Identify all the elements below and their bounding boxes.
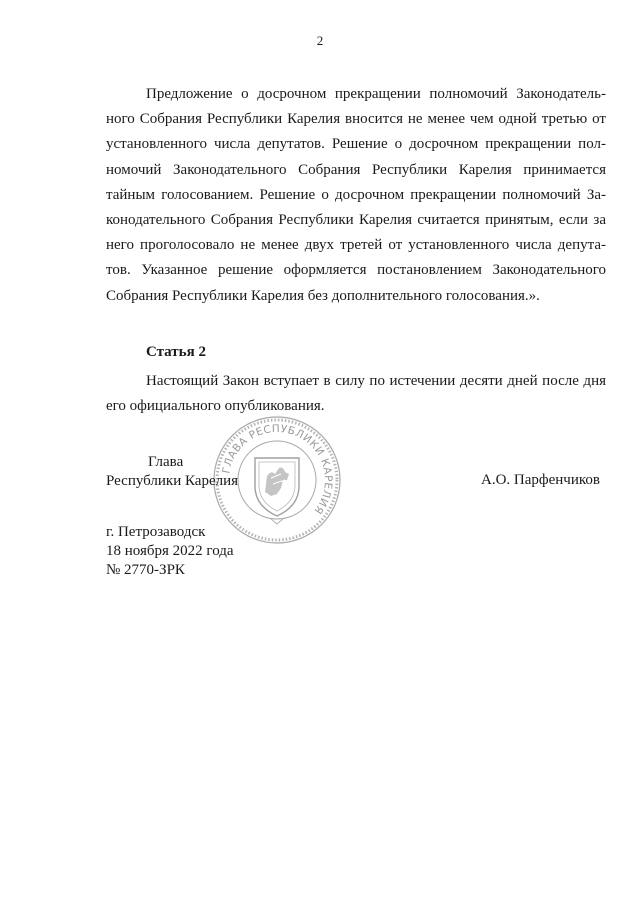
text-line: ного Собрания Республики Карелия вносится не менее чем одной третью от (106, 111, 606, 128)
text-line: него проголосовало не менее двух третей от установленного числа депута- (106, 237, 606, 254)
law-number: № 2770-ЗРК (106, 562, 185, 578)
text-line: его официального опубликования. (106, 398, 325, 415)
text-line: тов. Указанное решение оформляется постановлением Законодательного (106, 262, 606, 279)
page-number: 2 (316, 33, 324, 48)
signatory-title (106, 453, 238, 491)
signatory-name: А.О. Парфенчиков (481, 472, 600, 488)
text-line: Собрания Республики Карелия без дополнительного голосования.». (106, 287, 540, 304)
article-1-text (106, 82, 606, 309)
seal-ring-text: ГЛАВА РЕСПУБЛИКИ КАРЕЛИЯ (220, 422, 335, 517)
document-footer (106, 523, 234, 580)
article-2-heading: Статья 2 (146, 344, 206, 360)
signatory-title-line: Республики Карелия (106, 473, 239, 489)
text-line: конодательного Собрания Республики Карелия считается принятым, если за (106, 211, 606, 228)
text-line: номочий Законодательного Собрания Республики Карелия принимается (106, 161, 606, 178)
text-line: установленного числа депутатов. Решение о досрочном прекращении пол- (106, 136, 606, 153)
text-line: Предложение о досрочном прекращении полномочий Законодатель- (146, 86, 606, 102)
signatory-title-line: Глава (148, 454, 184, 470)
text-line: тайным голосованием. Решение о досрочном прекращении полномочий За- (106, 186, 606, 203)
date: 18 ноября 2022 года (106, 543, 234, 559)
city: г. Петрозаводск (106, 524, 206, 540)
article-2-text (106, 369, 606, 419)
text-line: Настоящий Закон вступает в силу по истечении десяти дней после дня (146, 373, 606, 389)
